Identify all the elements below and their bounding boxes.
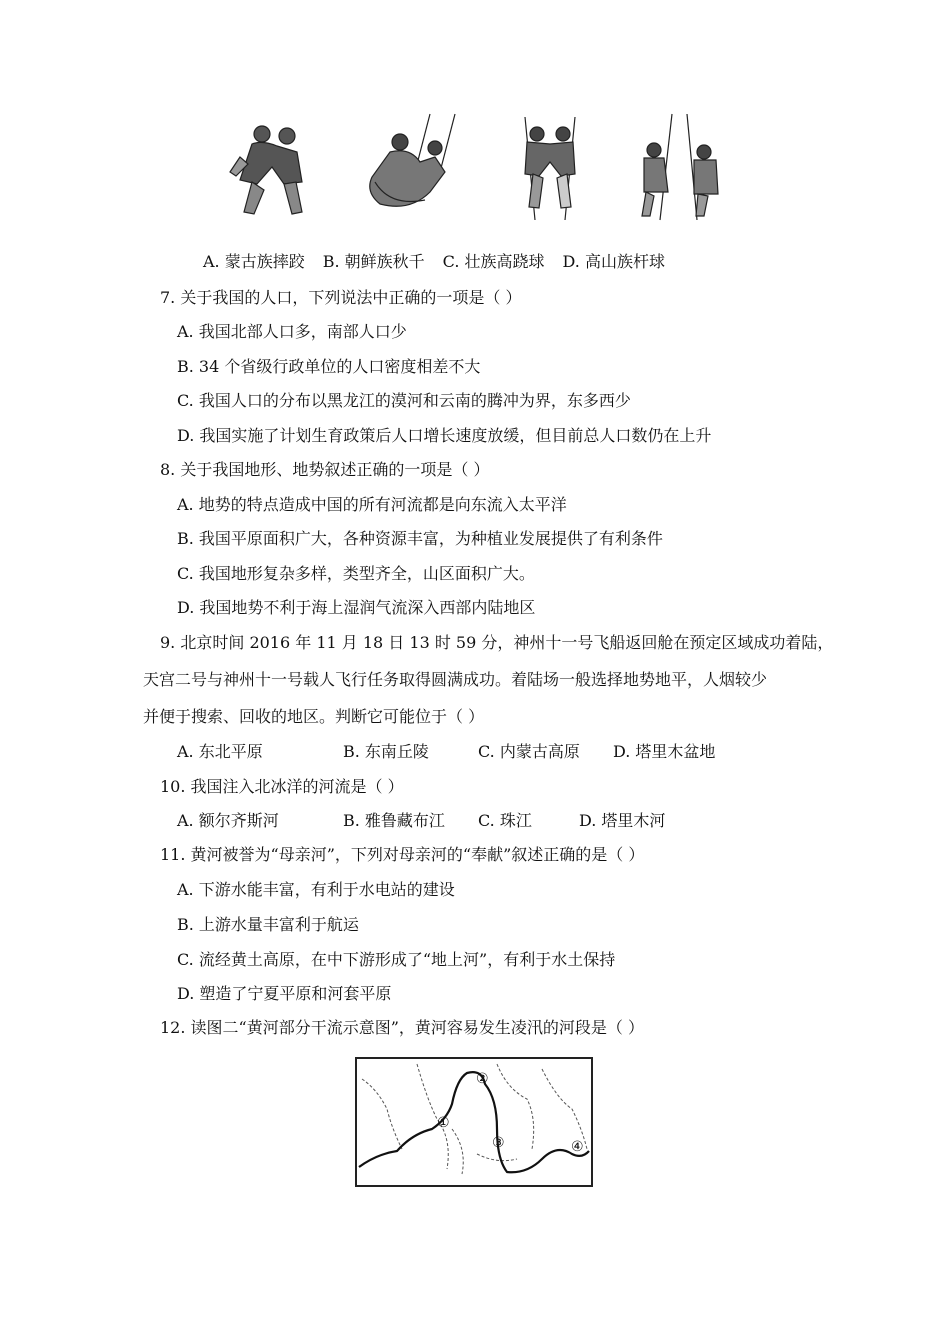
q11-option-b[interactable]: B. 上游水量丰富利于航运: [177, 915, 359, 934]
q11-option-d[interactable]: D. 塑造了宁夏平原和河套平原: [177, 984, 392, 1003]
q6-option-b[interactable]: B. 朝鲜族秋千: [322, 252, 425, 271]
q6-option-c[interactable]: C. 壮族高跷球: [442, 252, 545, 271]
q7-option-b[interactable]: B. 34 个省级行政单位的人口密度相差不大: [177, 357, 481, 376]
q11-option-a[interactable]: A. 下游水能丰富，有利于水电站的建设: [177, 880, 455, 899]
q6-options: [203, 250, 665, 274]
q6-option-d[interactable]: D. 高山族杆球: [562, 252, 665, 271]
q10-option-c[interactable]: C. 珠江: [478, 811, 532, 830]
yellow-river-line: [359, 1072, 589, 1172]
q9-stem-line1: 9. 北京时间 2016 年 11 月 18 日 13 时 59 分，神州十一号飞船返回舱在预定区域成功着陆，: [160, 633, 834, 652]
q8-option-d[interactable]: D. 我国地势不利于海上湿润气流深入西部内陆地区: [177, 598, 536, 617]
q10-option-b[interactable]: B. 雅鲁藏布江: [343, 811, 445, 830]
swing-illustration: [360, 112, 465, 222]
q9-option-a[interactable]: A. 东北平原: [177, 742, 263, 761]
q7-option-c[interactable]: C. 我国人口的分布以黑龙江的漠河和云南的腾冲为界，东多西少: [177, 391, 631, 410]
sports-illustrations: [0, 112, 950, 232]
map-label-2: ②: [476, 1071, 489, 1087]
stilts-ball-illustration: [505, 112, 590, 222]
q11-option-c[interactable]: C. 流经黄土高原，在中下游形成了“地上河”，有利于水土保持: [177, 950, 616, 969]
q8-option-c[interactable]: C. 我国地形复杂多样，类型齐全，山区面积广大。: [177, 564, 535, 583]
q12-stem: 12. 读图二“黄河部分干流示意图”，黄河容易发生凌汛的河段是（ ）: [160, 1018, 644, 1037]
q7-stem: 7. 关于我国的人口，下列说法中正确的一项是（ ）: [160, 288, 522, 307]
q7-option-d[interactable]: D. 我国实施了计划生育政策后人口增长速度放缓，但目前总人口数仍在上升: [177, 426, 712, 445]
map-label-1: ①: [437, 1115, 450, 1131]
q6-option-a[interactable]: A. 蒙古族摔跤: [203, 252, 305, 271]
q8-stem: 8. 关于我国地形、地势叙述正确的一项是（ ）: [160, 460, 490, 479]
pole-ball-illustration: [632, 112, 730, 222]
q11-stem: 11. 黄河被誉为“母亲河”，下列对母亲河的“奉献”叙述正确的是（ ）: [160, 845, 645, 864]
q9-stem-line2: 天宫二号与神州十一号载人飞行任务取得圆满成功。着陆场一般选择地势地平，人烟较少: [143, 670, 768, 689]
q10-stem: 10. 我国注入北冰洋的河流是（ ）: [160, 777, 404, 796]
q9-option-d[interactable]: D. 塔里木盆地: [613, 742, 716, 761]
q9-stem-line3: 并便于搜索、回收的地区。判断它可能位于（ ）: [143, 707, 485, 726]
map-label-3: ③: [492, 1135, 505, 1151]
q8-option-b[interactable]: B. 我国平原面积广大，各种资源丰富，为种植业发展提供了有利条件: [177, 529, 663, 548]
q9-option-b[interactable]: B. 东南丘陵: [343, 742, 429, 761]
map-label-4: ④: [571, 1139, 584, 1155]
q8-option-a[interactable]: A. 地势的特点造成中国的所有河流都是向东流入太平洋: [177, 495, 567, 514]
yellow-river-map-drawing: [357, 1059, 591, 1185]
q7-option-a[interactable]: A. 我国北部人口多，南部人口少: [177, 322, 407, 341]
q10-option-a[interactable]: A. 额尔齐斯河: [177, 811, 279, 830]
yellow-river-map: [355, 1057, 593, 1187]
q9-option-c[interactable]: C. 内蒙古高原: [478, 742, 580, 761]
q10-option-d[interactable]: D. 塔里木河: [579, 811, 666, 830]
wrestling-illustration: [222, 112, 322, 222]
